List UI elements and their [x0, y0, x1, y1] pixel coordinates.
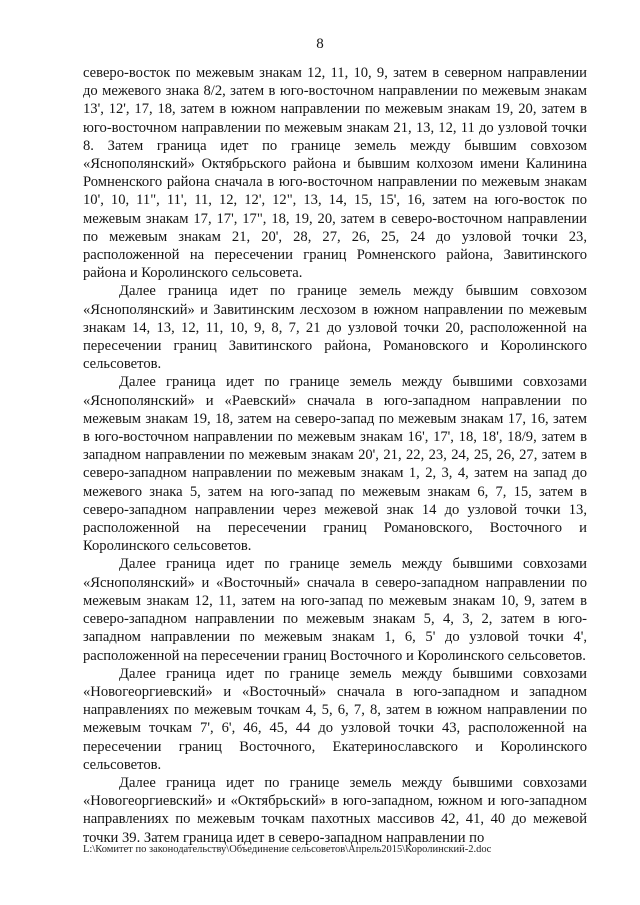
paragraph: Далее граница идет по границе земель между бывшими совхозами «Яснополянский» и «Восточный» сначала в северо-западном направлении по межевым знакам 12, 11, затем на юго-запад по межевым знакам 10, 9, затем в северо-западном направлении по межевым знакам 5, 4, 3, 2, затем в юго-западном направлении по межевым знакам 1, 6, 5' до узловой точки 4', расположенной на пересечении границ Восточного и Королинского сельсоветов.	[83, 556, 587, 664]
page-number: 8	[316, 36, 324, 52]
paragraph: Далее граница идет по границе земель между бывшими совхозами «Яснополянский» и «Раевский» сначала в юго-западном направлении по межевым знакам 19, 18, затем на северо-запад по межевым знакам 17, 16, затем в юго-восточном направлении по межевым знакам 16', 17', 18, 18', 18/9, затем в западном направлении по межевым знакам 20', 21, 22, 23, 24, 25, 26, 27, затем в северо-западном направлении по межевым знакам 1, 2, 3, 4, затем на запад до межевого знака 5, затем на юго-запад по межевым знакам 6, 7, 15, затем в северо-западном направлении через межевой знак 14 до узловой точки 13, расположенной на пересечении границ Романовского, Восточного и Королинского сельсоветов.	[83, 374, 587, 555]
footer-file-path: L:\Комитет по законодательству\Объединение сельсоветов\Апрель2015\Королинский-2.doc	[83, 844, 492, 855]
paragraph: Далее граница идет по границе земель между бывшим совхозом «Яснополянский» и Завитинским лесхозом в южном направлении по межевым знакам 14, 13, 12, 11, 10, 9, 8, 7, 21 до узловой точки 20, расположенной на пересечении границ Завитинского района, Романовского и Королинского сельсоветов.	[83, 283, 587, 373]
document-body	[83, 64, 587, 847]
paragraph: Далее граница идет по границе земель между бывшими совхозами «Новогеоргиевский» и «Восточный» сначала в юго-западном и западном направлениях по межевым точкам 4, 5, 6, 7, 8, затем в южном направлении по межевым точкам 7', 6', 46, 45, 44 до узловой точки 43, расположенной на пересечении границ Восточного, Екатеринославского и Королинского сельсоветов.	[83, 665, 587, 773]
paragraph: Далее граница идет по границе земель между бывшими совхозами «Новогеоргиевский» и «Октябрьский» в юго-западном, южном и юго-западном направлениях по межевым точкам пахотных массивов 42, 41, 40 до межевой точки 39. Затем граница идет в северо-западном направлении по	[83, 774, 587, 846]
paragraph-continued: северо-восток по межевым знакам 12, 11, 10, 9, затем в северном направлении до межевого знака 8/2, затем в юго-восточном направлении по межевым знакам 13', 12', 17, 18, затем в южном направлении по межевым знакам 19, 20, затем в юго-восточном направлении по межевым знакам 21, 13, 12, 11 до узловой точки 8. Затем граница идет по границе земель между бывшим совхозом «Яснополянский» Октябрьского района и бывшим колхозом имени Калинина Ромненского района сначала в юго-восточном направлении по межевым знакам 10', 10, 11", 11', 11, 12, 12', 12", 13, 14, 15, 15', 16, затем на юго-восток по межевым знакам 17, 17', 17", 18, 19, 20, затем в северо-восточном направлении по межевым знакам 21, 20', 28, 27, 26, 25, 24 до узловой точки 23, расположенной на пересечении границ Ромненского района, Завитинского района и Королинского сельсовета.	[83, 65, 587, 282]
